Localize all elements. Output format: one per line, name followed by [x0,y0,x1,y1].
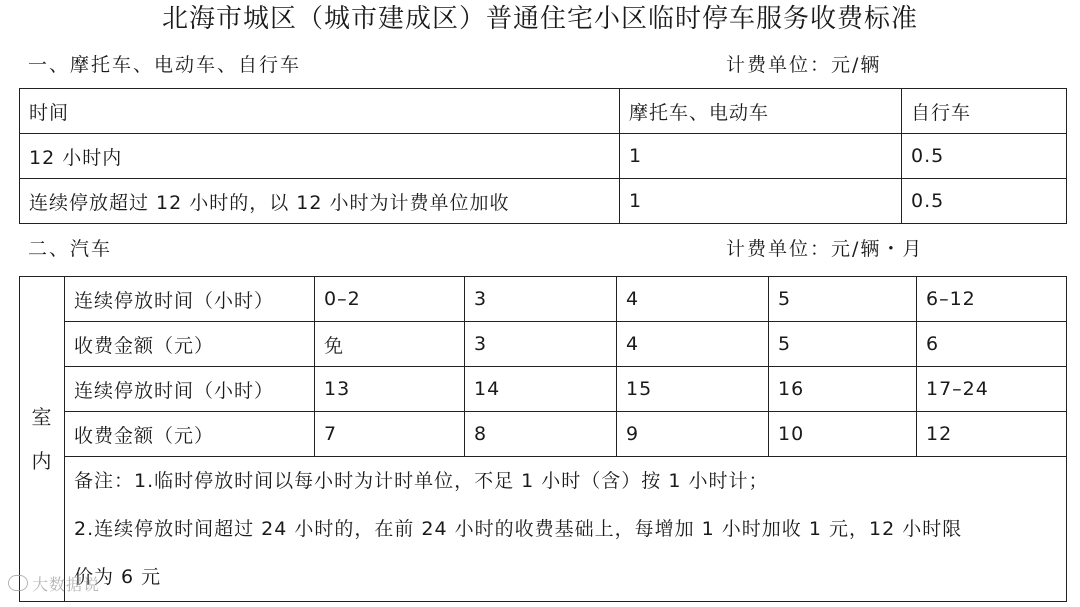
cell-value: 免 [315,322,465,367]
motorcycle-bicycle-fee-table [19,88,1067,224]
cell-value: 6–12 [917,277,1067,322]
cell-value: 3 [465,322,617,367]
section1-unit: 计费单位：元/辆 [726,54,882,76]
watermark-text: 大数据说 [32,575,101,594]
cell-value: 5 [769,322,917,367]
cloud-logo-icon [8,575,28,591]
table-row [20,322,1067,367]
cell-value: 17–24 [917,367,1067,412]
table-header-row [20,89,1067,134]
cell-value: 13 [315,367,465,412]
header-bicycle: 自行车 [902,89,1067,134]
indoor-side-label [20,277,65,602]
note-line: 价为 6 元 [74,566,162,588]
cell-value: 12 [917,412,1067,457]
cell-row-label: 连续停放时间（小时） [65,367,315,412]
cell-motorcycle-fee: 1 [620,179,902,224]
cell-row-label: 连续停放时间（小时） [65,277,315,322]
cell-bicycle-fee: 0.5 [902,179,1067,224]
side-char: 室 [31,405,53,429]
cell-value: 0–2 [315,277,465,322]
page-title: 北海市城区（城市建成区）普通住宅小区临时停车服务收费标准 [161,4,918,34]
header-time: 时间 [20,89,620,134]
cell-motorcycle-fee: 1 [620,134,902,179]
table-row [20,367,1067,412]
cell-value: 9 [617,412,769,457]
section1-label: 一、摩托车、电动车、自行车 [28,54,302,76]
cell-time: 12 小时内 [20,134,620,179]
cell-value: 4 [617,322,769,367]
table-row [20,412,1067,457]
cell-bicycle-fee: 0.5 [902,134,1067,179]
cell-value: 6 [917,322,1067,367]
cell-row-label: 收费金额（元） [65,412,315,457]
cell-value: 4 [617,277,769,322]
notes-cell [65,457,1067,602]
watermark [8,572,100,595]
section2-unit: 计费单位：元/辆・月 [726,238,924,260]
table-row [20,179,1067,224]
notes-row [20,457,1067,602]
cell-value: 5 [769,277,917,322]
side-char: 内 [31,449,53,473]
cell-value: 16 [769,367,917,412]
section1-header [28,50,1058,80]
cell-row-label: 收费金额（元） [65,322,315,367]
table-row [20,277,1067,322]
section2-label: 二、汽车 [28,238,113,260]
table-row [20,134,1067,179]
note-line: 2.连续停放时间超过 24 小时的，在前 24 小时的收费基础上，每增加 1 小时加收 1 元，12 小时限 [74,518,963,540]
note-line: 备注：1.临时停放时间以每小时为计时单位，不足 1 小时（含）按 1 小时计； [74,470,769,492]
cell-value: 7 [315,412,465,457]
cell-time: 连续停放超过 12 小时的，以 12 小时为计费单位加收 [20,179,620,224]
cell-value: 15 [617,367,769,412]
cell-value: 10 [769,412,917,457]
section2-header [28,234,1058,264]
cell-value: 8 [465,412,617,457]
header-motorcycle: 摩托车、电动车 [620,89,902,134]
car-fee-table [19,276,1067,602]
cell-value: 14 [465,367,617,412]
cell-value: 3 [465,277,617,322]
